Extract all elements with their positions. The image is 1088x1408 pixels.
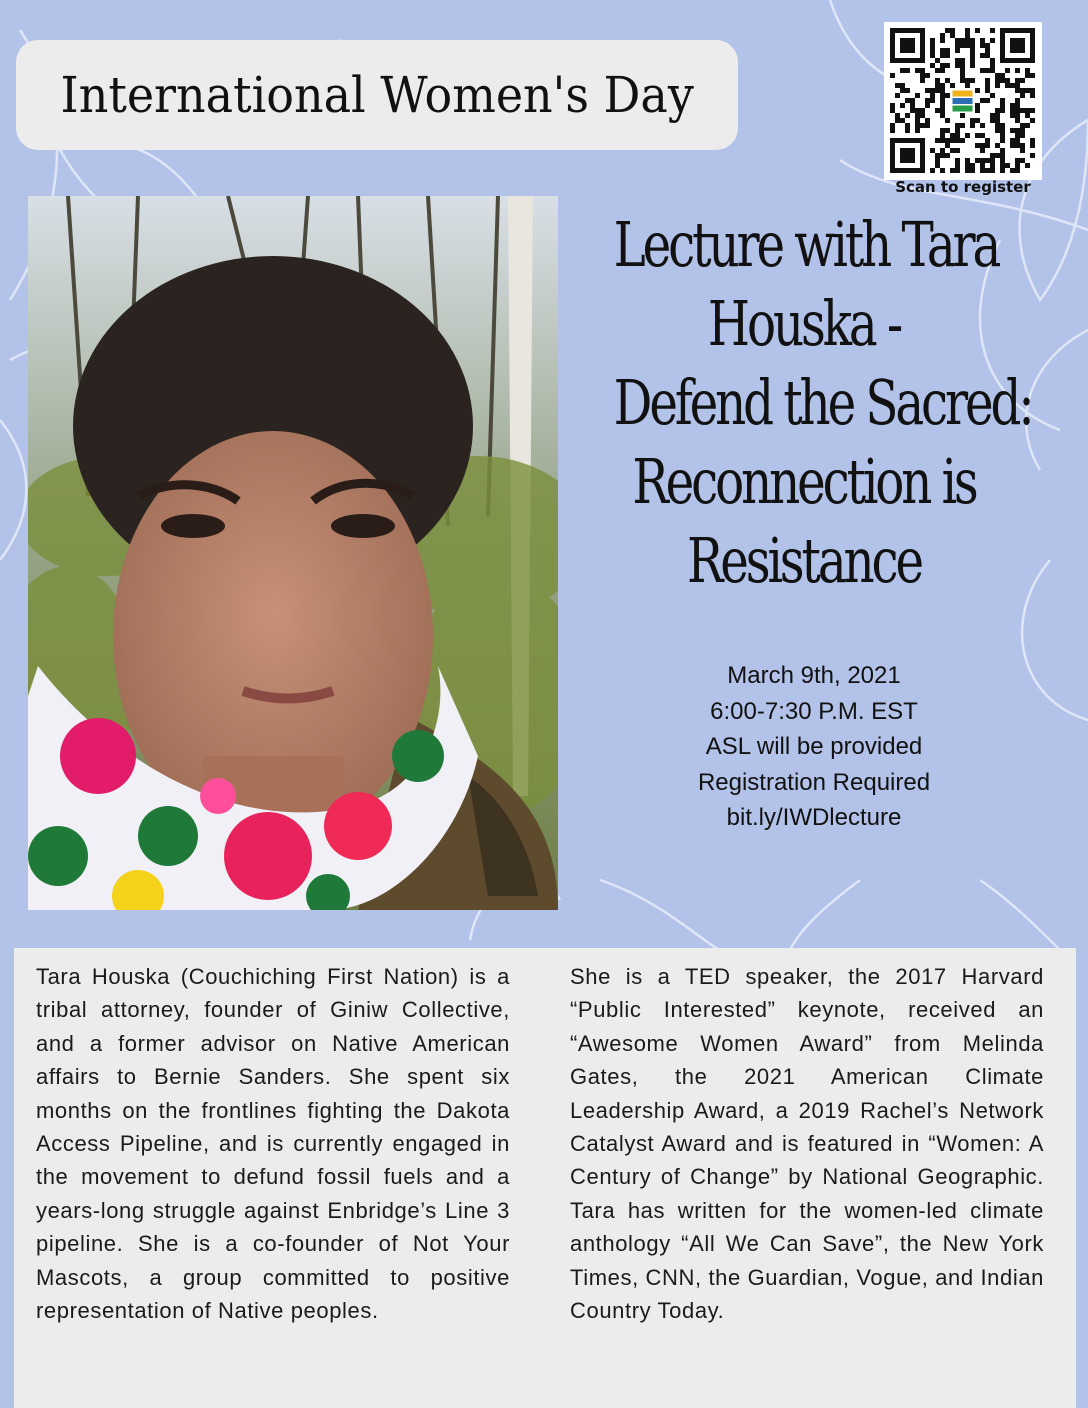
- event-date: March 9th, 2021: [727, 662, 901, 689]
- lecture-title-line: Defend the Sacred:: [613, 366, 1032, 439]
- registration-link[interactable]: bit.ly/IWDlecture: [726, 804, 902, 831]
- lecture-title: [560, 205, 1048, 600]
- bio-paragraph-right: She is a TED speaker, the 2017 Harvard “Public Interested” keynote, received an “Awesome Women Award” from Melinda Gates, the 2021 American Climate Leadership Award, a 2019 Rachel’s Network Catalyst Award and is featured in “Women: A Century of Change” by National Geographic. Tara has written for the women-led climate anthology “All We Can Save”, the New York Times, CNN, the Guardian, Vogue, and Indian Country Today.: [570, 964, 1044, 1324]
- lecture-title-line: Reconnection is: [632, 445, 976, 518]
- registration-note: Registration Required: [697, 768, 931, 796]
- event-details: [640, 658, 988, 836]
- qr-caption: Scan to register: [895, 178, 1031, 196]
- registration-qr-code[interactable]: [884, 22, 1042, 180]
- lecture-title-line: Resistance: [686, 524, 922, 597]
- page-title: International Women's Day: [60, 66, 694, 124]
- asl-note: ASL will be provided: [705, 733, 923, 760]
- bio-paragraph-left: Tara Houska (Couchiching First Nation) is a tribal attorney, founder of Giniw Collective, and a former advisor on Native American affairs to Bernie Sanders. She spent six months on the frontlines fighting the Dakota Access Pipeline, and is currently engaged in the movement to defund fossil fuels and a years-long struggle against Enbridge’s Line 3 pipeline. She is a co-founder of Not Your Mascots, a group committed to positive representation of Native peoples.: [36, 964, 510, 1324]
- lecture-title-line: Lecture with Tara: [613, 208, 999, 281]
- qr-code-graphic: [884, 22, 1042, 180]
- speaker-photo: [28, 196, 558, 910]
- event-time: 6:00-7:30 P.M. EST: [710, 697, 918, 725]
- title-banner: [16, 40, 738, 150]
- lecture-title-line: Houska -: [707, 287, 901, 360]
